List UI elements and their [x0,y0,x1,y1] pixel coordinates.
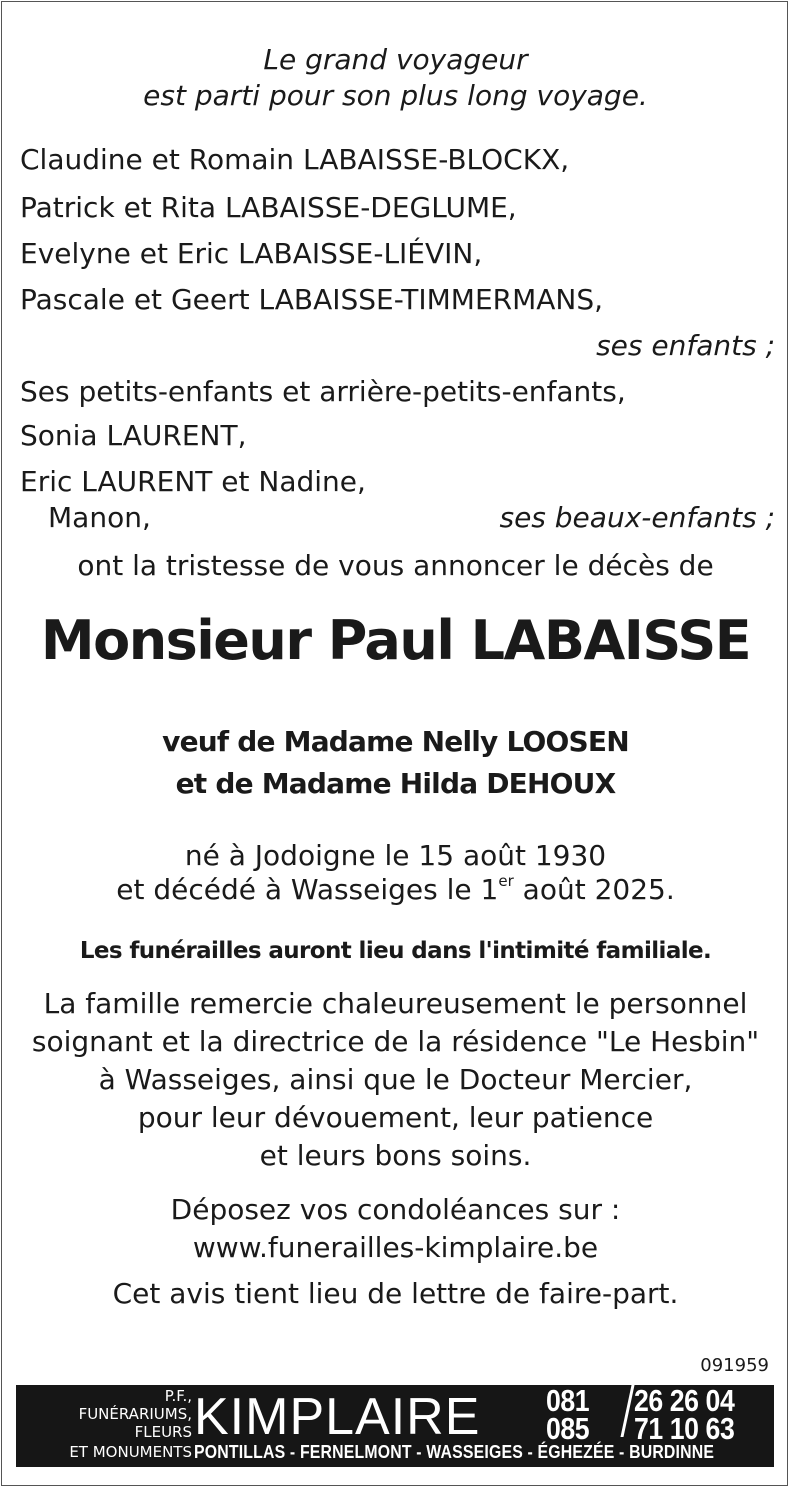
reference-number: 091959 [700,1355,769,1376]
phone-divider [620,1385,634,1437]
grandchildren: Ses petits-enfants et arrière-petits-enfants, [20,375,626,408]
service-funerariums: FUNÉRARIUMS, [78,1405,192,1423]
service-monuments: ET MONUMENTS [69,1443,192,1461]
widower-line-1: veuf de Madame Nelly LOOSEN [162,725,629,758]
widower-line-2: et de Madame Hilda DEHOUX [175,767,616,800]
thanks-line-2: soignant et la directrice de la résidence "Le Hesbin" [31,1025,760,1058]
death-line-sup: er [498,872,514,890]
brand-name: KIMPLAIRE [194,1388,481,1446]
children-role: ses enfants ; [596,329,775,362]
thanks-line-1: La famille remercie chaleureusement le personnel [43,987,748,1020]
thanks-line-3: à Wasseiges, ainsi que le Docteur Mercier, [98,1063,693,1096]
funeral-home-banner [16,1385,774,1467]
deceased-name: Monsieur Paul LABAISSE [40,609,751,672]
thanks-line-4: pour leur dévouement, leur patience [137,1101,654,1134]
funeral-info: Les funérailles auront lieu dans l'intimité familiale. [79,938,712,964]
phone-2-number: 71 10 63 [634,1411,735,1446]
birth-line: né à Jodoigne le 15 août 1930 [184,839,607,872]
notice-line: Cet avis tient lieu de lettre de faire-part. [112,1277,679,1310]
child-2: Patrick et Rita LABAISSE-DEGLUME, [20,191,517,224]
phone-1-number: 26 26 04 [634,1383,735,1418]
condolences-url[interactable]: www.funerailles-kimplaire.be [192,1231,599,1264]
service-pf: P.F., [164,1387,192,1405]
death-line [0,872,791,906]
step-child-2: Eric LAURENT et Nadine, [20,465,366,498]
step-child-1: Sonia LAURENT, [20,419,247,452]
step-children-role: ses beaux-enfants ; [499,501,775,534]
child-4: Pascale et Geert LABAISSE-TIMMERMANS, [20,283,604,316]
announcement: ont la tristesse de vous annoncer le décès de [77,549,714,582]
service-fleurs: FLEURS [134,1423,192,1441]
quote-line-2: est parti pour son plus long voyage. [143,79,648,112]
death-line-prefix: et décédé à Wasseiges le 1 [116,873,499,906]
step-child-3: Manon, [48,501,151,534]
phone-1-prefix: 081 [546,1383,590,1418]
condolences-line: Déposez vos condoléances sur : [170,1193,621,1226]
child-3: Evelyne et Eric LABAISSE-LIÉVIN, [20,237,483,270]
towns-list: PONTILLAS - FERNELMONT - WASSEIGES - ÉGHEZÉE - BURDINNE [194,1442,715,1462]
child-1: Claudine et Romain LABAISSE-BLOCKX, [20,143,570,176]
thanks-line-5: et leurs bons soins. [259,1139,532,1172]
death-line-suffix: août 2025. [513,873,675,906]
quote-line-1: Le grand voyageur [263,43,528,76]
phone-2-prefix: 085 [546,1411,590,1446]
